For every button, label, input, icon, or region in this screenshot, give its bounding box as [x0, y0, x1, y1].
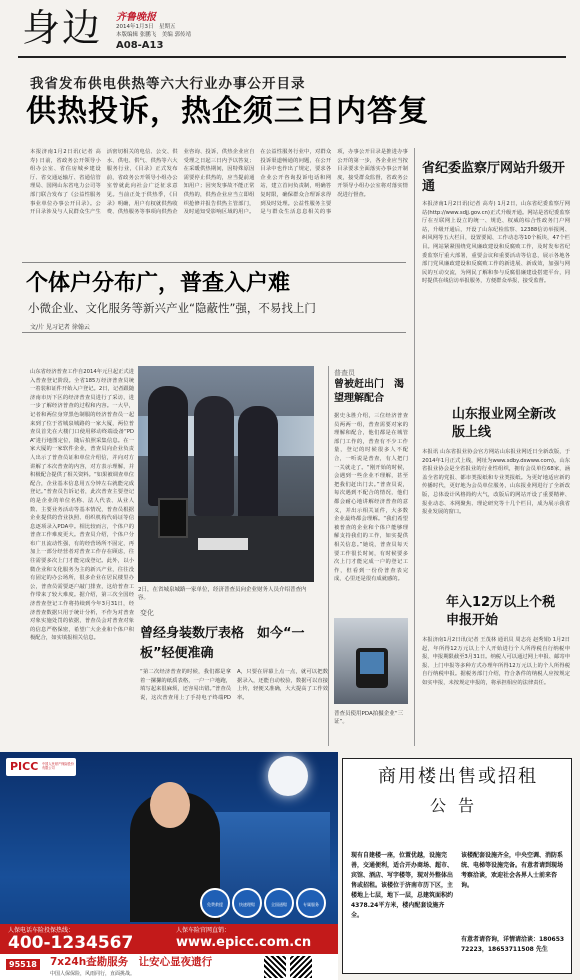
page-range: A08-A13 — [116, 40, 164, 51]
person-2 — [194, 396, 234, 516]
change-label: 变化 — [140, 609, 154, 617]
person-3 — [238, 406, 278, 526]
census-office-photo — [138, 366, 314, 582]
notice-title: 商用楼出售或招租 — [378, 766, 538, 787]
date-line: 2014年1月3日 星期五 — [116, 24, 176, 30]
badge-service — [296, 888, 326, 918]
badge-free-rescue-label: 免费救援 — [207, 902, 223, 907]
lead-body: 本报济南1月2日讯(记者 高寿) 日前，省政务公开领导小组办公室、省住房城乡建设厅、省交通运输厅、省通信管理局、国网山东省电力公司等部门联合发布了《公益性服务事业单位办事公开目录》。公开目录涉及与人民群众生产生活密切相关的电信、公交、供水、供电、供气、供热等六大服务行业，《目录》正式发布前，省政务公开领导小组办公室曾就此向社会广泛征求意见。当前正处于供热季，《目录》明确，用户有权就供热收费、供热服务等事项向供热企业咨询、投诉，供热企业应自受理之日起三日内予以答复；在采暖供热期间，因特殊原因需要停止供热的，应当提前通知用户；因突发事故不能正常供热的，供热企业应当立即组织抢修并报告供热主管部门，及时通知受影响区域的用户。在公益性服务行业中，对群众投诉渠道畅通的问题，在公开目录中也作出了规定，要求各企业公开咨询投诉电话和网站，建立首问负责制，明确答复时限，确保群众合理诉求得到及时处理。公益性服务主要是与群众生活息息相关的事项，办事公开目录是推进办事公开的第一步，各企业应当按目录要求全面落实办事公开制度，接受群众监督，省政务公开领导小组办公室将对落实情况进行督查。 — [30, 149, 408, 216]
lead-kicker: 我省发布供电供热等六大行业办事公开目录 — [30, 76, 306, 92]
keyboard — [198, 538, 248, 550]
badges-row — [200, 888, 330, 920]
change-body: “第二次经济普查的时候，我们都是拿着一摞摞的纸质表格，一户一户地跑，填写起来很麻烦，还容易出错。”普查员说，这次普查用上了手持电子终端PDA，只要在屏幕上点一点，就可以把数据录入，还能自动校验，数据可以直接上传，轻便又准确，大大提高了工作效率。 — [140, 669, 328, 701]
notice-subtitle: 公告 — [429, 796, 486, 815]
badge-free-rescue — [200, 888, 230, 918]
notice-ad — [342, 758, 572, 974]
picc-ad — [0, 752, 338, 980]
presenter-face — [150, 782, 190, 828]
badge-service-label: 专属服务 — [303, 902, 319, 907]
picc-brand-cn: 中国人民财产保险股份有限公司 — [42, 762, 74, 771]
picc-hotline-label: 人保电话车险投保热线： — [8, 927, 75, 934]
paper-logo: 齐鲁晚报 — [116, 12, 156, 23]
change-headline: 曾经身装数厅表格 如今“一板”轻便准确 — [140, 626, 305, 661]
sidebar-headline: 曾被赶出门 渴望理解配合 — [334, 379, 404, 404]
feature-photo-caption: 2日，在省城泉城路一家单位，经济普查员向企业财务人员介绍普查内容。 — [138, 587, 307, 601]
masthead-rule — [18, 56, 566, 58]
qr-code-1 — [264, 956, 286, 978]
picc-service-number: 95518 — [6, 959, 40, 970]
right-story-1-body: 本报济南1月2日讯(记者 高寿) 1月2日，山东省纪委监察厅网站(http://www.sdjj.gov.cn)正式升级开通。网站是省纪委监察厅在互联网上设立的统一、规范、权威的综合性政务门户网站，升级开通后，开设了山东纪检监察、12388信访举报网、纠风网等五大栏目，设置要闻、工作动态等10个板块，47个栏目。网站紧紧围绕党风廉政建设和反腐败工作，及时发布省纪委监察厅重大部署，重要会议和重要活动等信息，展示各地各部门党风廉政建设和反腐败工作的新进展、新成效，加强与网民的互动交流，为网民了解和参与反腐倡廉建设搭建平台，同时提供在线信访举报服务，方便群众举报，接受监督。 — [422, 201, 570, 285]
feature-headline: 个体户分布广，普查入户难 — [26, 270, 291, 296]
pda-photo-caption: 普查员使用PDA拍摄企业“三证”。 — [334, 711, 404, 725]
staff-line: 本版编辑 张鹏飞 美编 郭传靖 — [116, 32, 191, 38]
notice-contact: 有意者请咨询，详情请洽谈：18065372223，18653711508 先生 — [461, 936, 565, 953]
sidebar-divider — [328, 366, 329, 746]
badge-national-label: 全国通赔 — [271, 902, 287, 907]
person-1 — [148, 386, 188, 506]
right-story-2-headline: 山东报业网全新改版上线 — [452, 407, 557, 440]
pda-photo — [334, 618, 408, 704]
right-story-3-headline: 年入12万以上个税申报开始 — [446, 595, 556, 628]
sidebar-body: 据史永胜介绍，三位经济普查员两两一组，普查需要对家的理解和配合，他们都是在城管部门工作的，普查有不少工作量，登记的时候很多人不配合，一听说是普查，有人把门一关就走了。“刚开始的时候，会遇到一些企业不理解，甚至把我们赶出门去。”普查员说，每次遇到不配合的情况，他们都会耐心地讲解经济普查的意义，并出示相关证件，大多数企业最终都会理解。“我们希望被普查的企业和个体户能够理解支持我们的工作，如实提供相关信息。”她说，普查员每天要工作很长时间，有时候要多次上门才能完成一户的登记工作，但看到一份份普查表完成，心里还是很有成就感的。 — [334, 413, 408, 583]
lead-headline: 供热投诉，热企须三日内答复 — [26, 94, 429, 129]
feature-byline: 文/片 见习记者 徐翰云 — [30, 324, 90, 331]
picc-brand: PICC — [10, 760, 39, 773]
qr-code-2 — [290, 956, 312, 978]
right-story-1-headline: 省纪委监察厅网站升级开通 — [422, 161, 566, 194]
badge-fast-claim-label: 快速理赔 — [239, 902, 255, 907]
moon — [268, 756, 308, 796]
right-column-divider — [414, 148, 415, 746]
feature-body: 山东省经济普查工作自2014年元旦起正式进入普查登记阶段。全省185万经济普查员统一着装和证件开始入户登记。2日，记者跟随济南市历下区的经济普查员进行了采访，进一步了解经济普查的过程和内容。一大早，记者和两位身穿黑色制服的经济普查员一起来到了位于省城泉城路的一家大厦，两位普查员首先在大楼门口使用移动终端设备“PDA”进行地图定位，随后拍照采集信息。在一家大厦的一家软件企业，普查员向企业负责人出示了普查员证和单位介绍信，并向对方讲解了本次普查的内容，对方表示理解，并积极配合提供了相关资料。“如果被调查单位配合，企业基本信息用五分钟左右就能完成登记。”普查员告诉记者，此次普查主要登记的是企业的单位名称、法人代表、从业人数、主要业务活动等基本情况，普查员根据企业提供的营业执照、组织机构代码证等信息逐项录入PDA中。相比较而言，个体户的普查工作难度更大。普查员介绍，个体户分布广且流动性强，有的经营场所不固定，再加上一部分经营者对普查工作存在顾虑，往往需要多次上门才能完成登记。此外，以小微企业和文化服务为主的新兴产业，往往没有固定的办公场所，很多企业在居民楼里办公，普查员需要逐户敲门排查，这给普查工作带来了较大难度。据介绍，第三次全国经济普查登记工作将持续到今年3月31日，经济普查数据只用于统计分析，不作为对普查对象实施处罚的依据，普查员会对普查对象的信息严格保密，希望广大企业和个体户积极配合，如实填报相关信息。 — [30, 369, 134, 642]
picc-web-url: www.epicc.com.cn — [176, 935, 312, 950]
monitor — [158, 498, 188, 538]
section-title: 身边 — [22, 6, 103, 50]
picc-footer-line: 中国人保保险，风雨同行，直面挑战。 — [50, 971, 136, 977]
badge-national — [264, 888, 294, 918]
notice-right-text: 该楼配套设施齐全，中央空调、消防系统、电梯等设施完备。有意者请到现场考察洽谈，欢迎社会各界人士前来咨询。 — [461, 852, 564, 889]
right-story-2-body: 本报讯 山东省报业协会官方网站山东报业网近日全新改版，于2014年1月正式上线，网址为www.sdby.dswww.com)。山东省报业协会是全省报业的行业性组织，拥有会员单位68家，涵盖全省的党报、都市类报纸和专业类报纸。为更好地适应新的传播时代，更好地为会员单位服务，山东报业网进行了全新改版，总体设计风格简约大气，改版后的网站开设了重要精神、报业动态、本网聚焦、理论研究等十几个栏目，成为展示我省报业发展的窗口。 — [422, 449, 570, 516]
feature-byline-rule — [22, 332, 406, 333]
sidebar-label: 普查员 — [334, 369, 355, 377]
feature-subhead: 小微企业、文化服务等新兴产业“隐蔽性”强，不易找上门 — [28, 301, 316, 315]
picc-service-slogan: 7x24h查勘服务 让安心显夜遗行 — [50, 956, 213, 968]
badge-fast-claim — [232, 888, 262, 918]
picc-hotline-number: 400-1234567 — [8, 933, 134, 953]
right-story-3-body: 本报济南1月2日讯(记者 王茂林 通讯员 周志亮 赵秀娟) 1月2日起，年所得12万元以上个人开始进行个人所得税自行纳税申报，申报期限截至3月31日。纳税人可以通过网上申报、邮寄申报、上门申报等多种方式办理年所得12万元以上的个人所得税自行纳税申报。据税务部门介绍，符合条件的纳税人应按规定如实申报，未按规定申报的，将承担相应的法律责任。 — [422, 637, 570, 686]
feature-top-rule — [22, 262, 406, 263]
picc-web-label: 人保车险官网直销： — [176, 927, 231, 934]
pda-screen — [360, 652, 384, 674]
picc-logo — [6, 758, 76, 776]
notice-left-text: 现有自建楼一座，位置优越，设施完善，交通便利，适合开办商场、超市、宾馆、酒店、写字楼等，现对外整体出售或招租。该楼位于济南市历下区，主楼地上七层，地下一层，总建筑面积约4378.24平方米，楼内配套设施齐全。 — [351, 852, 454, 919]
